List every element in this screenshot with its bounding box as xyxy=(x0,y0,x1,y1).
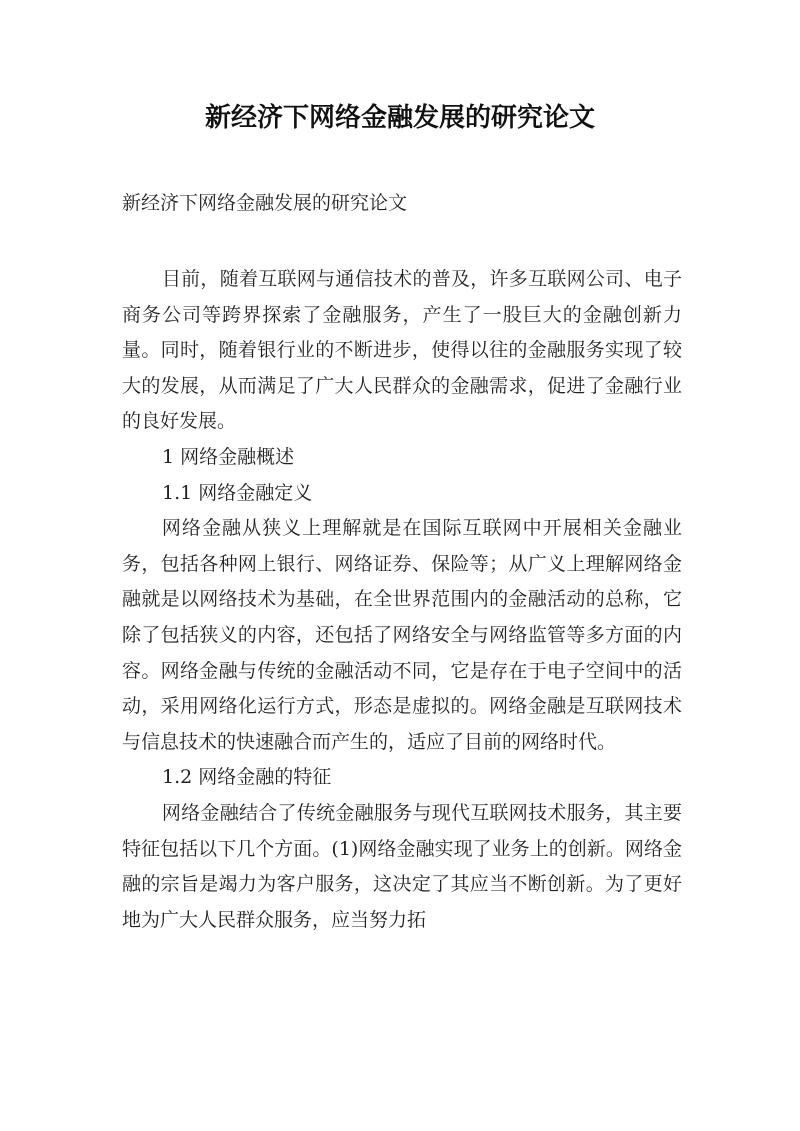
section-1-1-paragraph: 网络金融从狭义上理解就是在国际互联网中开展相关金融业务，包括各种网上银行、网络证券、保险等；从广义上理解网络金融就是以网络技术为基础，在全世界范围内的金融活动的总称，它除了包括狭义的内容，还包括了网络安全与网络监管等多方面的内容。网络金融与传统的金融活动不同，它是存在于电子空间中的活动，采用网络化运行方式，形态是虚拟的。网络金融是互联网技术与信息技术的快速融合而产生的，适应了目前的网络时代。 xyxy=(122,517,682,753)
section-1-2-heading: 1.2 网络金融的特征 xyxy=(162,766,332,789)
document-subtitle: 新经济下网络金融发展的研究论文 xyxy=(122,192,408,214)
document-body xyxy=(122,262,682,938)
section-1-1-heading: 1.1 网络金融定义 xyxy=(162,481,313,504)
section-1-heading: 1 网络金融概述 xyxy=(162,445,295,468)
document-title: 新经济下网络金融发展的研究论文 xyxy=(204,103,595,133)
intro-paragraph: 目前，随着互联网与通信技术的普及，许多互联网公司、电子商务公司等跨界探索了金融服务，产生了一股巨大的金融创新力量。同时，随着银行业的不断进步，使得以往的金融服务实现了较大的发展，从而满足了广大人民群众的金融需求，促进了金融行业的良好发展。 xyxy=(122,268,682,433)
section-1-2-paragraph: 网络金融结合了传统金融服务与现代互联网技术服务，其主要特征包括以下几个方面。(1)网络金融实现了业务上的创新。网络金融的宗旨是竭力为客户服务，这决定了其应当不断创新。为了更好地为广大人民群众服务，应当努力拓 xyxy=(122,801,682,931)
